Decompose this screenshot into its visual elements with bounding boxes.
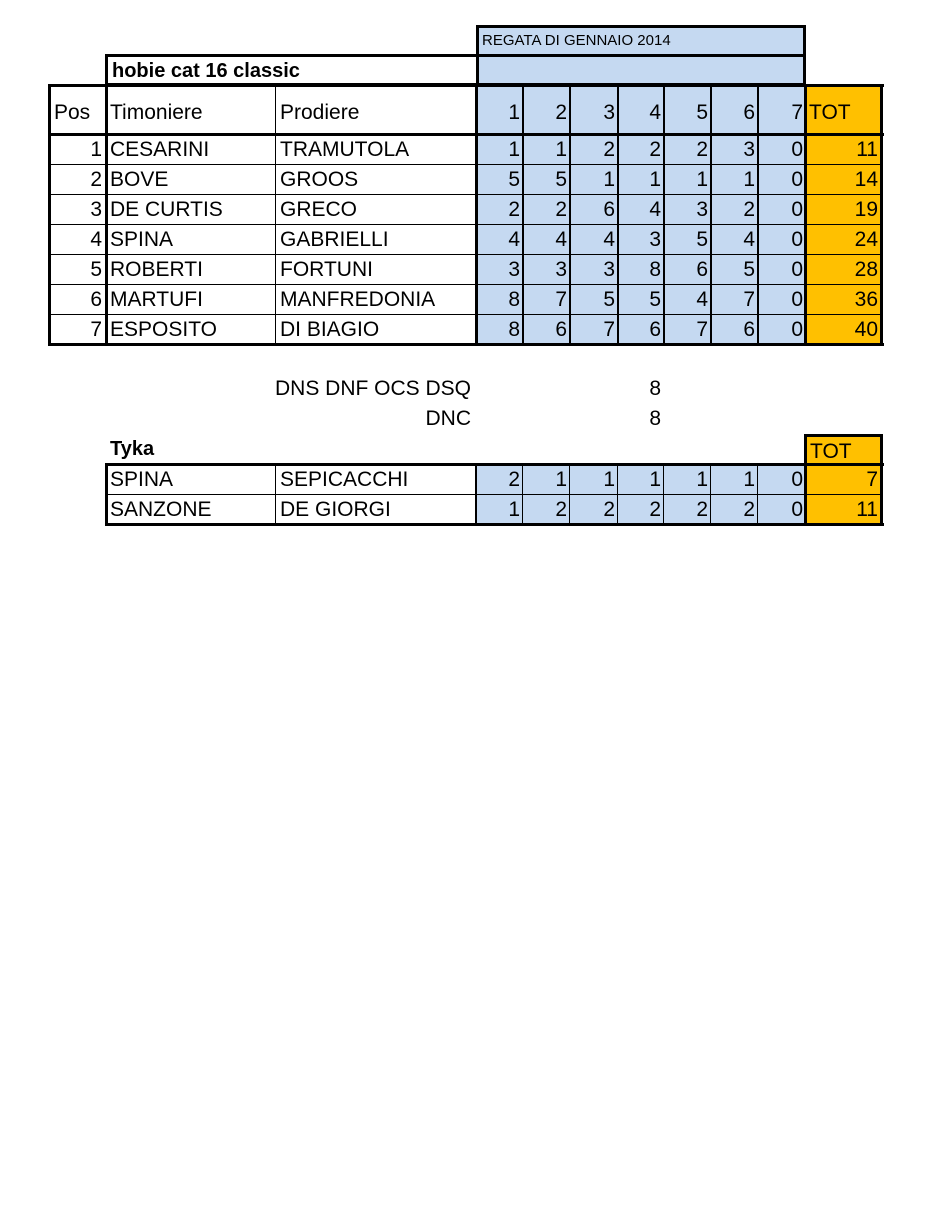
- row-score-race-7: 0: [791, 198, 803, 221]
- row-score-race-3: 2: [603, 138, 615, 161]
- row-pos: 2: [90, 168, 102, 191]
- tyka-race-border: [663, 465, 664, 524]
- tyka-row-crew: DE GIORGI: [280, 498, 391, 521]
- row-score-race-2: 5: [555, 168, 567, 191]
- row-score-race-7: 0: [791, 168, 803, 191]
- header-race-2: 2: [555, 101, 567, 124]
- row-pos: 1: [90, 138, 102, 161]
- tyka-row-score-race-3: 2: [603, 498, 615, 521]
- header-race-1: 1: [508, 101, 520, 124]
- row-score-race-2: 3: [555, 258, 567, 281]
- header-race-4: 4: [649, 101, 661, 124]
- header-race-6: 6: [743, 101, 755, 124]
- row-crew: MANFREDONIA: [280, 288, 436, 311]
- tyka-row-score-race-1: 2: [508, 468, 520, 491]
- row-score-race-6: 5: [743, 258, 755, 281]
- row-score-race-7: 0: [791, 228, 803, 251]
- tyka-row-score-race-4: 1: [649, 468, 661, 491]
- row-score-race-5: 3: [696, 198, 708, 221]
- tyka-row-score-race-2: 2: [555, 498, 567, 521]
- penalty-value-1: 8: [649, 377, 661, 400]
- header-pos: Pos: [54, 101, 91, 124]
- row-score-race-6: 3: [743, 138, 755, 161]
- row-pos: 3: [90, 198, 102, 221]
- crew-col-border: [475, 84, 478, 346]
- row-crew: GABRIELLI: [280, 228, 389, 251]
- row-crew: GRECO: [280, 198, 358, 221]
- tyka-race-border: [757, 465, 758, 524]
- tyka-row-score-race-7: 0: [791, 468, 803, 491]
- table-left-border: [48, 84, 51, 346]
- row-score-race-1: 3: [508, 258, 520, 281]
- row-score-race-3: 7: [603, 318, 615, 341]
- row-score-race-3: 3: [603, 258, 615, 281]
- row-score-race-4: 4: [649, 198, 661, 221]
- row-helm: DE CURTIS: [110, 198, 223, 221]
- tyka-row-score-race-5: 1: [696, 468, 708, 491]
- row-helm: MARTUFI: [110, 288, 203, 311]
- class-name: hobie cat 16 classic: [112, 60, 300, 82]
- row-score-race-4: 1: [649, 168, 661, 191]
- row-score-race-1: 4: [508, 228, 520, 251]
- tyka-row-score-race-2: 1: [555, 468, 567, 491]
- regatta-title: REGATA DI GENNAIO 2014: [482, 32, 671, 49]
- row-helm: ESPOSITO: [110, 318, 217, 341]
- row-total: 28: [854, 258, 878, 281]
- row-crew: FORTUNI: [280, 258, 373, 281]
- row-crew: TRAMUTOLA: [280, 138, 410, 161]
- tyka-row-total: 11: [856, 498, 878, 521]
- header-race-3: 3: [603, 101, 615, 124]
- row-total: 11: [856, 138, 878, 161]
- tyka-row-score-race-6: 1: [743, 468, 755, 491]
- row-score-race-1: 8: [508, 288, 520, 311]
- tyka-row-score-race-1: 1: [508, 498, 520, 521]
- row-score-race-4: 8: [649, 258, 661, 281]
- row-score-race-5: 6: [696, 258, 708, 281]
- tyka-race-border: [569, 465, 570, 524]
- row-total: 19: [854, 198, 878, 221]
- race-col-border: [522, 86, 524, 344]
- tyka-row-helm: SPINA: [110, 468, 174, 491]
- row-score-race-5: 2: [696, 138, 708, 161]
- race-col-border: [617, 86, 619, 344]
- row-pos: 5: [90, 258, 102, 281]
- tyka-helm-border: [275, 465, 276, 524]
- row-score-race-3: 1: [603, 168, 615, 191]
- tyka-row-helm: SANZONE: [110, 498, 212, 521]
- row-score-race-7: 0: [791, 258, 803, 281]
- row-score-race-2: 6: [555, 318, 567, 341]
- row-helm: BOVE: [110, 168, 169, 191]
- header-total: TOT: [809, 101, 851, 124]
- row-total: 36: [854, 288, 878, 311]
- tyka-race-border: [617, 465, 618, 524]
- row-score-race-3: 4: [603, 228, 615, 251]
- row-score-race-4: 3: [649, 228, 661, 251]
- row-crew: DI BIAGIO: [280, 318, 380, 341]
- row-score-race-2: 1: [555, 138, 567, 161]
- row-score-race-2: 7: [555, 288, 567, 311]
- header-race-7: 7: [791, 101, 803, 124]
- row-total: 40: [854, 318, 878, 341]
- penalty-label-1: DNS DNF OCS DSQ: [274, 377, 471, 400]
- row-score-race-4: 5: [649, 288, 661, 311]
- header-crew: Prodiere: [280, 101, 360, 124]
- header-helm: Timoniere: [110, 101, 203, 124]
- row-total: 24: [854, 228, 878, 251]
- row-score-race-7: 0: [791, 288, 803, 311]
- tyka-race-border: [522, 465, 523, 524]
- total-col-border: [804, 84, 807, 346]
- row-helm: SPINA: [110, 228, 174, 251]
- row-score-race-1: 2: [508, 198, 520, 221]
- tyka-race-border: [710, 465, 711, 524]
- race-col-border: [710, 86, 712, 344]
- row-crew: GROOS: [280, 168, 359, 191]
- row-score-race-6: 2: [743, 198, 755, 221]
- tyka-row-score-race-3: 1: [603, 468, 615, 491]
- header-race-5: 5: [696, 101, 708, 124]
- row-score-race-1: 8: [508, 318, 520, 341]
- penalty-value-2: 8: [649, 407, 661, 430]
- tyka-row-score-race-4: 2: [649, 498, 661, 521]
- tyka-top-border: [105, 463, 884, 466]
- pos-col-border: [105, 84, 108, 346]
- row-score-race-7: 0: [791, 138, 803, 161]
- tyka-total-header-box: [804, 434, 883, 466]
- row-score-race-5: 5: [696, 228, 708, 251]
- tyka-row-divider: [107, 494, 882, 495]
- row-pos: 6: [90, 288, 102, 311]
- row-score-race-6: 1: [743, 168, 755, 191]
- tyka-bottom-border: [105, 523, 884, 526]
- row-helm: CESARINI: [110, 138, 210, 161]
- tyka-row-score-race-5: 2: [696, 498, 708, 521]
- race-col-border: [663, 86, 665, 344]
- row-score-race-2: 2: [555, 198, 567, 221]
- row-score-race-6: 7: [743, 288, 755, 311]
- row-score-race-7: 0: [791, 318, 803, 341]
- tyka-crew-border: [475, 463, 477, 526]
- row-helm: ROBERTI: [110, 258, 203, 281]
- row-score-race-1: 5: [508, 168, 520, 191]
- row-pos: 7: [90, 318, 102, 341]
- tyka-row-total: 7: [866, 468, 878, 491]
- tyka-row-score-race-7: 0: [791, 498, 803, 521]
- helm-col-border: [275, 86, 276, 344]
- penalty-label-2: DNC: [425, 407, 471, 430]
- tyka-row-crew: SEPICACCHI: [280, 468, 409, 491]
- row-score-race-5: 1: [696, 168, 708, 191]
- tyka-total-border: [804, 463, 807, 526]
- race-col-border: [757, 86, 759, 344]
- tyka-row-score-race-6: 2: [743, 498, 755, 521]
- row-score-race-2: 4: [555, 228, 567, 251]
- row-score-race-6: 4: [743, 228, 755, 251]
- race-col-border: [569, 86, 571, 344]
- row-score-race-5: 4: [696, 288, 708, 311]
- tyka-left-border: [105, 463, 108, 526]
- table-right-border: [880, 84, 883, 346]
- row-score-race-4: 2: [649, 138, 661, 161]
- tyka-right-border: [880, 434, 883, 526]
- tyka-title: Tyka: [110, 438, 155, 460]
- row-score-race-5: 7: [696, 318, 708, 341]
- row-score-race-6: 6: [743, 318, 755, 341]
- row-score-race-4: 6: [649, 318, 661, 341]
- row-score-race-1: 1: [508, 138, 520, 161]
- tyka-total-header: TOT: [810, 440, 852, 463]
- row-total: 14: [854, 168, 878, 191]
- row-score-race-3: 6: [603, 198, 615, 221]
- row-pos: 4: [90, 228, 102, 251]
- row-score-race-3: 5: [603, 288, 615, 311]
